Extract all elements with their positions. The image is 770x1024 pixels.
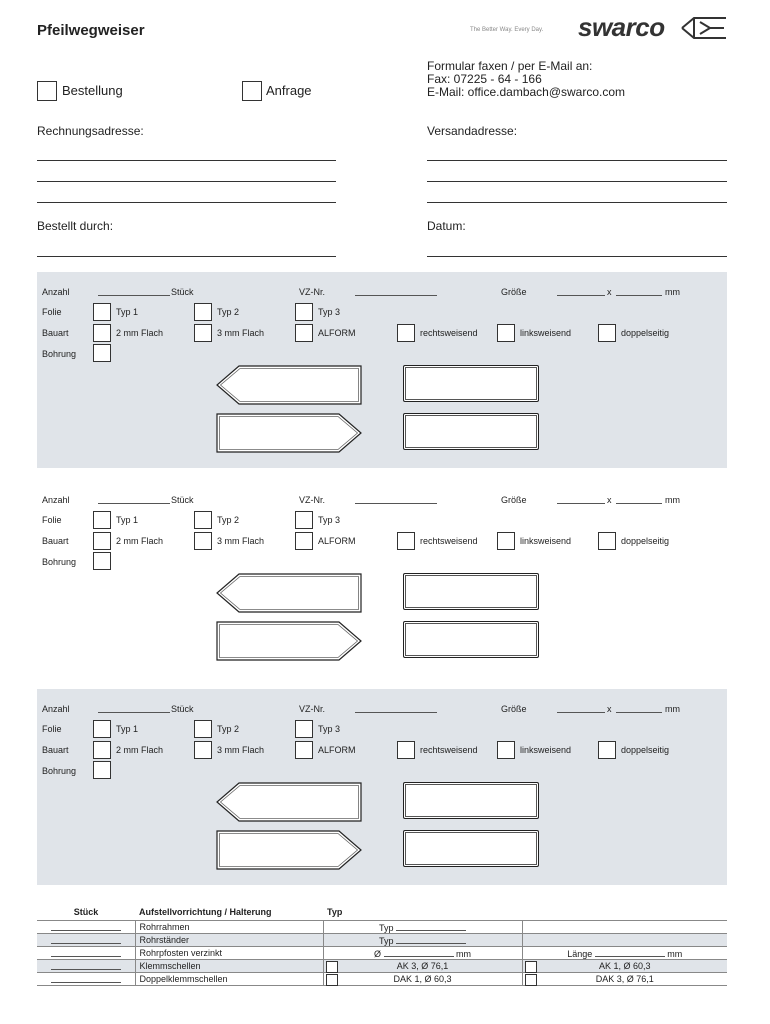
option1-label: DAK 1, Ø 60,3 [393, 974, 452, 984]
stueck-label: Stück [171, 495, 194, 505]
arrow-left-sign-option[interactable] [215, 781, 363, 823]
option1-label: AK 3, Ø 76,1 [396, 961, 449, 971]
rechnung-line-2[interactable] [37, 181, 336, 182]
flach2-label: 2 mm Flach [116, 745, 164, 755]
rechtsweisend-label: rechtsweisend [420, 328, 478, 338]
rectangle-sign-option-2[interactable] [403, 830, 539, 867]
anzahl-field[interactable] [98, 287, 170, 296]
table-row [37, 973, 727, 986]
vz-nr-field[interactable] [355, 495, 437, 504]
stueck-field[interactable] [51, 974, 121, 983]
doppelseitig-label: doppelseitig [621, 536, 670, 546]
groesse-label: Größe [501, 704, 527, 714]
vz-nr-field[interactable] [355, 704, 437, 713]
groesse-mm: mm [665, 495, 680, 505]
alform-label: ALFORM [318, 328, 356, 338]
col-typ: Typ [327, 907, 343, 917]
rectangle-sign-option-2[interactable] [403, 621, 539, 658]
bohrung-checkbox[interactable] [93, 552, 111, 570]
linksweisend-checkbox[interactable] [497, 741, 515, 759]
doppelseitig-label: doppelseitig [621, 328, 670, 338]
rechtsweisend-checkbox[interactable] [397, 532, 415, 550]
rectangle-sign-option-1[interactable] [403, 573, 539, 610]
flach3-checkbox[interactable] [194, 532, 212, 550]
typ1-label: Typ 1 [116, 307, 139, 317]
option2-label: AK 1, Ø 60,3 [598, 961, 651, 971]
bauart-label: Bauart [42, 328, 69, 338]
anzahl-label: Anzahl [42, 287, 70, 297]
option1-checkbox[interactable] [326, 974, 338, 986]
groesse-mm: mm [665, 704, 680, 714]
groesse-x: x [607, 495, 612, 505]
linksweisend-label: linksweisend [520, 536, 572, 546]
rechtsweisend-label: rechtsweisend [420, 745, 478, 755]
typ1-label: Typ 1 [116, 515, 139, 525]
datum-line[interactable] [427, 256, 727, 257]
anzahl-label: Anzahl [42, 704, 70, 714]
rechnung-line-3[interactable] [37, 202, 336, 203]
bestellt-durch-line[interactable] [37, 256, 336, 257]
linksweisend-checkbox[interactable] [497, 324, 515, 342]
stueck-field[interactable] [51, 961, 121, 970]
vz-nr-label: VZ-Nr. [299, 287, 325, 297]
linksweisend-label: linksweisend [520, 328, 572, 338]
rectangle-sign-option-2[interactable] [403, 413, 539, 450]
typ2-checkbox[interactable] [194, 303, 212, 321]
rectangle-sign-option-1[interactable] [403, 365, 539, 402]
bestellt-durch-label: Bestellt durch: [37, 219, 114, 233]
groesse-mm: mm [665, 287, 680, 297]
typ2-label: Typ 2 [217, 724, 240, 734]
option2-label: DAK 3, Ø 76,1 [595, 974, 654, 984]
arrow-right-sign-option[interactable] [215, 829, 363, 871]
stueck-label: Stück [171, 704, 194, 714]
doppelseitig-label: doppelseitig [621, 745, 670, 755]
typ-prefix: Typ [378, 922, 394, 933]
fax-info [427, 60, 625, 99]
swarco-mark-icon [680, 14, 728, 42]
fax-number: Fax: 07225 - 64 - 166 [427, 72, 542, 86]
alform-checkbox[interactable] [295, 741, 313, 759]
flach2-label: 2 mm Flach [116, 328, 164, 338]
groesse-x: x [607, 287, 612, 297]
rechnung-line-1[interactable] [37, 160, 336, 161]
order-section [37, 689, 727, 885]
typ1-checkbox[interactable] [93, 511, 111, 529]
col-stueck: Stück [73, 907, 99, 917]
flach2-checkbox[interactable] [93, 324, 111, 342]
table-row [37, 934, 727, 947]
anzahl-field[interactable] [98, 704, 170, 713]
folie-label: Folie [42, 515, 62, 525]
typ3-checkbox[interactable] [295, 720, 313, 738]
versandadresse-label: Versandadresse: [427, 124, 518, 138]
vz-nr-field[interactable] [355, 287, 437, 296]
arrow-left-sign-option[interactable] [215, 572, 363, 614]
table-row [37, 960, 727, 973]
typ-field[interactable] [396, 935, 466, 944]
bestellung-label: Bestellung [62, 83, 123, 98]
vz-nr-label: VZ-Nr. [299, 704, 325, 714]
typ1-checkbox[interactable] [93, 720, 111, 738]
stueck-field[interactable] [51, 935, 121, 944]
bohrung-label: Bohrung [42, 557, 77, 567]
flach3-label: 3 mm Flach [217, 536, 265, 546]
col-aufstell: Aufstellvorrichtung / Halterung [139, 907, 272, 917]
row-name: Klemmschellen [135, 960, 323, 973]
typ-field[interactable] [396, 922, 466, 931]
datum-label: Datum: [427, 219, 466, 233]
typ-prefix: Typ [378, 935, 394, 946]
row-name: Rohrrahmen [135, 921, 323, 934]
rechtsweisend-checkbox[interactable] [397, 324, 415, 342]
doppelseitig-checkbox[interactable] [598, 324, 616, 342]
typ2-checkbox[interactable] [194, 720, 212, 738]
versand-line-3[interactable] [427, 202, 727, 203]
email-address: E-Mail: office.dambach@swarco.com [427, 85, 626, 99]
groesse-width-field[interactable] [557, 495, 605, 504]
flach3-label: 3 mm Flach [217, 328, 265, 338]
mounting-table [37, 904, 727, 986]
bestellung-checkbox[interactable] [37, 81, 57, 101]
order-section [37, 480, 727, 676]
flach2-checkbox[interactable] [93, 741, 111, 759]
arrow-left-sign-option[interactable] [215, 364, 363, 406]
typ3-label: Typ 3 [318, 307, 341, 317]
typ3-label: Typ 3 [318, 724, 341, 734]
vz-nr-label: VZ-Nr. [299, 495, 325, 505]
groesse-height-field[interactable] [616, 704, 662, 713]
typ3-checkbox[interactable] [295, 511, 313, 529]
bohrung-checkbox[interactable] [93, 761, 111, 779]
doppelseitig-checkbox[interactable] [598, 532, 616, 550]
rechnungsadresse-label: Rechnungsadresse: [37, 124, 144, 138]
groesse-width-field[interactable] [557, 704, 605, 713]
flach3-label: 3 mm Flach [217, 745, 265, 755]
order-section [37, 272, 727, 468]
typ2-checkbox[interactable] [194, 511, 212, 529]
bauart-label: Bauart [42, 745, 69, 755]
diameter-field[interactable] [384, 948, 454, 957]
doppelseitig-checkbox[interactable] [598, 741, 616, 759]
folie-label: Folie [42, 724, 62, 734]
versand-line-1[interactable] [427, 160, 727, 161]
versand-line-2[interactable] [427, 181, 727, 182]
arrow-right-sign-option[interactable] [215, 412, 363, 454]
stueck-field[interactable] [51, 922, 121, 931]
laenge-unit: mm [667, 948, 683, 959]
rechtsweisend-label: rechtsweisend [420, 536, 478, 546]
linksweisend-label: linksweisend [520, 745, 572, 755]
row-name: Doppelklemmschellen [135, 973, 323, 986]
anfrage-label: Anfrage [266, 83, 312, 98]
rectangle-sign-option-1[interactable] [403, 782, 539, 819]
stueck-label: Stück [171, 287, 194, 297]
groesse-height-field[interactable] [616, 287, 662, 296]
typ3-label: Typ 3 [318, 515, 341, 525]
brand-logo: swarco [578, 12, 665, 42]
option2-checkbox[interactable] [525, 974, 537, 986]
groesse-label: Größe [501, 495, 527, 505]
groesse-width-field[interactable] [557, 287, 605, 296]
alform-label: ALFORM [318, 745, 356, 755]
bohrung-label: Bohrung [42, 349, 77, 359]
fax-intro: Formular faxen / per E-Mail an: [427, 59, 593, 73]
linksweisend-checkbox[interactable] [497, 532, 515, 550]
bohrung-checkbox[interactable] [93, 344, 111, 362]
typ1-checkbox[interactable] [93, 303, 111, 321]
typ1-label: Typ 1 [116, 724, 139, 734]
flach2-checkbox[interactable] [93, 532, 111, 550]
groesse-height-field[interactable] [616, 495, 662, 504]
anzahl-field[interactable] [98, 495, 170, 504]
folie-label: Folie [42, 307, 62, 317]
bohrung-label: Bohrung [42, 766, 77, 776]
table-row [37, 921, 727, 934]
anzahl-label: Anzahl [42, 495, 70, 505]
typ3-checkbox[interactable] [295, 303, 313, 321]
flach3-checkbox[interactable] [194, 324, 212, 342]
groesse-label: Größe [501, 287, 527, 297]
page-title: Pfeilwegweiser [37, 22, 145, 39]
flach3-checkbox[interactable] [194, 741, 212, 759]
diameter-symbol: Ø [373, 948, 381, 959]
option2-checkbox[interactable] [525, 961, 537, 973]
bauart-label: Bauart [42, 536, 69, 546]
diameter-unit: mm [456, 948, 472, 959]
alform-checkbox[interactable] [295, 532, 313, 550]
laenge-field[interactable] [595, 948, 665, 957]
row-name: Rohrständer [135, 934, 323, 947]
stueck-field[interactable] [51, 948, 121, 957]
alform-checkbox[interactable] [295, 324, 313, 342]
alform-label: ALFORM [318, 536, 356, 546]
typ2-label: Typ 2 [217, 307, 240, 317]
row-name: Rohrpfosten verzinkt [135, 947, 323, 960]
arrow-right-sign-option[interactable] [215, 620, 363, 662]
flach2-label: 2 mm Flach [116, 536, 164, 546]
typ2-label: Typ 2 [217, 515, 240, 525]
laenge-label: Länge [567, 948, 593, 959]
brand-tagline: The Better Way. Every Day. [470, 27, 544, 33]
option1-checkbox[interactable] [326, 961, 338, 973]
table-row [37, 947, 727, 960]
rechtsweisend-checkbox[interactable] [397, 741, 415, 759]
anfrage-checkbox[interactable] [242, 81, 262, 101]
groesse-x: x [607, 704, 612, 714]
